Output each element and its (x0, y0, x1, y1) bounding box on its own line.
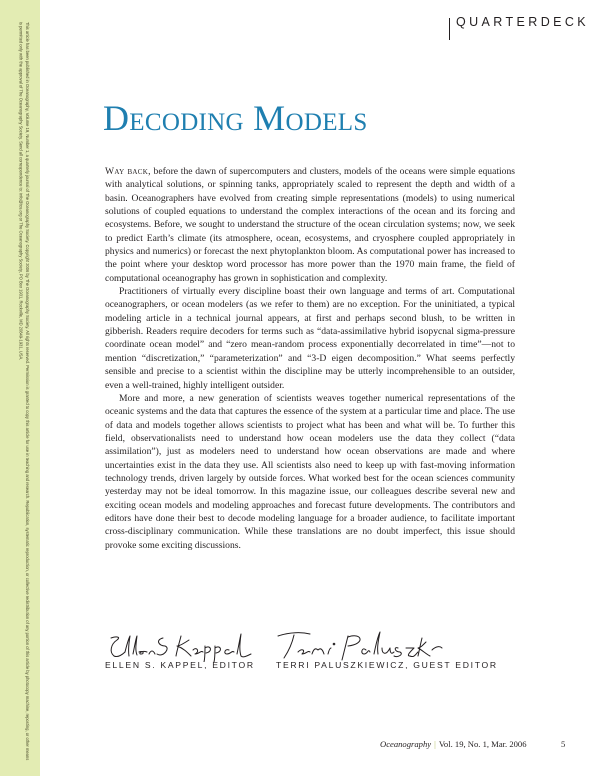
paragraph-1 (105, 165, 515, 285)
footer-issue: Vol. 19, No. 1, Mar. 2006 (438, 739, 527, 749)
signature-ellen-kappel (105, 632, 255, 662)
page-number: 5 (561, 739, 566, 749)
paragraph-3: More and more, a new generation of scientists weaves together numerical representations of the oceanic systems and the data that captures the essence of the system at a particular time and place. The use of data and models together allows scientists to project what has been and what will be. To further this field, observationalists need to understand how ocean modelers use the data they collect (“data assimilation”), just as modelers need to understand how ocean observations are made and where uncertainties exist in the data they use. All scientists also need to keep up with fast-moving information technology trends, driven largely by outside forces. What worked best for the ocean sciences community yesterday may not be ideal tomorrow. In this magazine issue, our colleagues describe several new and exciting ocean models and modeling approaches and forecast future developments. The contributors and editors have done their best to decode modeling language for a broader audience, to facilitate important cross-disciplinary communication. While these translations are no doubt imperfect, this issue should provoke some exciting discussions. (105, 392, 515, 551)
article-title: Decoding Models (103, 98, 368, 138)
page-footer (380, 739, 570, 749)
paragraph-2: Practitioners of virtually every discipline boast their own language and terms of art. Computational oceanographers, or ocean modelers (as we refer to them) are no exception. For the uninitiated, a typical modeling article in a technical journal appears, at first and perhaps second blush, to be written in gibberish. Readers require decoders for terms such as “data-assimilative hybrid isopycnal sigma-pressure coordinate ocean model” and “zero mean-random process exponentially decorrelated in time”—not to mention “discretization,” “parameterization” and “3-D eigen decomposition.” What seems perfectly sensible and precise to a scientist within the discipline may be utterly incomprehensible to an outsider, even a well-trained, highly intelligent outsider. (105, 286, 515, 391)
editor-name: ELLEN S. KAPPEL, EDITOR (105, 660, 255, 670)
signature-terri-paluszkiewicz (276, 630, 446, 662)
footer-separator: | (434, 739, 436, 749)
header-divider (449, 18, 450, 40)
copyright-notice: This article has been published in Oceanography, Volume 19, Number 1, a quarterly journal of The Oceanography Society. Copyright 2006 by The Oceanography Society. All rights reserved. Permission is granted to copy this article for use in teaching and research. Republication, systematic reproduction, or collective redistribution of any portion of this article by photocopy machine, reposting, or other means is permitted only with the approval of The Oceanography Society. Send all correspondence to: info@tos.org or The Oceanography Society, PO Box 1931, Rockville, MD 20849-1931, USA. (18, 22, 30, 761)
footer-journal: Oceanography (380, 739, 432, 749)
guest-editor-name: TERRI PALUSZKIEWICZ, GUEST EDITOR (276, 660, 498, 670)
section-header: QUARTERDECK (456, 15, 590, 29)
copyright-sidebar (0, 0, 40, 776)
lead-in: Way back, (105, 166, 151, 177)
paragraph-1-text: before the dawn of supercomputers and clusters, models of the oceans were simple equations with analytical solutions, or spinning tanks, appropriately scaled to represent the depth and width of a basin. Oceanographers have evolved from creating simple representations (models) to using numerical solutions of coupled equations to understand the complex interactions of the ocean and its forcing and ecosystems. Before, we sought to understand the structure of the ocean circulation systems; now, we seek to predict Earth’s climate (its atmosphere, ocean, ecosystems, and cryosphere coupled appropriately in physics and numerics) or forecast the next phytoplankton bloom. As computational power has increased to the point where your desktop word processor has more power than the 1970 main frame, the field of computational oceanography has grown in sophistication and complexity. (105, 166, 515, 284)
article-body (105, 165, 515, 552)
